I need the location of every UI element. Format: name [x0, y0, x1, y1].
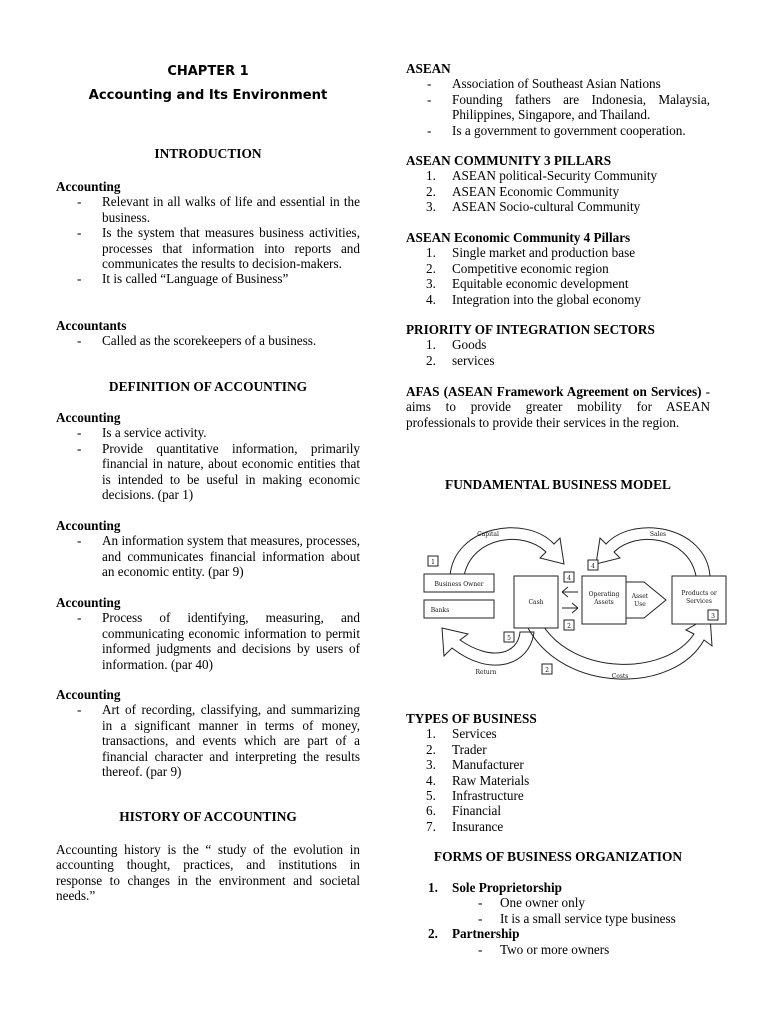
introduction-heading: INTRODUCTION [154, 146, 262, 161]
history-heading: HISTORY OF ACCOUNTING [119, 809, 297, 824]
forms-list [406, 880, 710, 957]
list-item: 6. Financial [426, 803, 502, 819]
list-item: 2. Competitive economic region [426, 260, 609, 276]
list-item: - Provide quantitative information, primarily financial in nature, about economic entities that is intended to be useful in making economic decisions. (par 1) [77, 440, 360, 503]
num-4b: 4 [567, 575, 571, 582]
list-item: 4. Raw Materials [426, 772, 530, 788]
list-item: - Is a government to government cooperation. [427, 122, 686, 138]
types-of-business-block [406, 711, 710, 834]
return-label: Return [475, 669, 497, 676]
block-label: PRIORITY OF INTEGRATION SECTORS [406, 322, 655, 337]
list-item: 2. Trader [426, 741, 487, 757]
form-partnership: 2. Partnership [428, 926, 520, 942]
afas-paragraph [406, 384, 710, 430]
list-item: 4. Integration into the global economy [426, 291, 641, 307]
chapter-title: Accounting and Its Environment [88, 88, 328, 103]
afas-description: - aims to provide greater mobility for ASEAN professionals to provide their services in the region. [406, 384, 710, 430]
left-arrow-icon [562, 587, 578, 597]
block-label: ASEAN [406, 61, 451, 76]
definition-heading: DEFINITION OF ACCOUNTING [108, 379, 308, 394]
block-label: Accounting [56, 518, 121, 533]
list-item: - An information system that measures, processes, and communicates financial information about an economic entity. (par 9) [77, 533, 360, 580]
assets-label: Assets [594, 599, 614, 606]
block-label: Accounting [56, 179, 121, 194]
list-item: - Called as the scorekeepers of a business. [77, 333, 317, 349]
use-label: Use [634, 601, 646, 608]
num-2a: 2 [567, 623, 571, 630]
aec-4-pillars-block [406, 230, 710, 307]
list-item: 3. Manufacturer [426, 757, 524, 773]
right-arrow-icon [562, 603, 578, 613]
list-item: 1. Single market and production base [426, 245, 636, 261]
list-item: - Is a service activity. [77, 425, 207, 441]
sales-label: Sales [649, 531, 667, 538]
list-item: - Two or more owners [478, 941, 610, 957]
costs-label: Costs [611, 673, 629, 680]
block-label: Accounting [56, 410, 121, 425]
block-label: ASEAN Economic Community 4 Pillars [406, 230, 631, 245]
asset-use-arrow [626, 582, 666, 618]
accountants-block [56, 318, 360, 349]
list-item: 1. ASEAN political-Security Community [426, 168, 658, 184]
chapter-number: CHAPTER 1 [167, 64, 249, 79]
banks-label: Banks [430, 607, 450, 614]
capital-arrow [450, 528, 564, 576]
list-item: 2. ASEAN Economic Community [426, 183, 620, 199]
list-item: - It is a small service type business [478, 910, 676, 926]
num-2b: 2 [545, 667, 549, 674]
definition-block-3 [56, 595, 360, 672]
asset-label: Asset [631, 593, 649, 600]
history-paragraph: Accounting history is the “ study of the evolution in accounting thought, practices, and institutions in response to changes in the environment and societal needs.” [56, 842, 360, 904]
forms-heading: FORMS OF BUSINESS ORGANIZATION [433, 849, 683, 864]
products-or-label: Products or [681, 590, 717, 597]
block-label: TYPES OF BUSINESS [406, 711, 537, 726]
business-model-diagram [414, 516, 734, 692]
list-item: 2. services [426, 352, 495, 368]
definition-block-1 [56, 410, 360, 502]
list-item: - It is called “Language of Business” [77, 271, 289, 287]
block-label: ASEAN COMMUNITY 3 PILLARS [406, 153, 612, 168]
priority-sectors-block [406, 322, 710, 368]
capital-label: Capital [477, 531, 499, 538]
operating-label: Operating [588, 591, 620, 598]
cash-label: Cash [528, 599, 544, 606]
list-item: 5. Infrastructure [426, 788, 524, 804]
list-item: - Founding fathers are Indonesia, Malaysia, Philippines, Singapore, and Thailand. [427, 91, 710, 123]
return-arrow [442, 628, 534, 665]
business-owner-label: Business Owner [434, 581, 484, 588]
list-item: 1. Goods [426, 337, 487, 353]
services-label: Services [686, 598, 712, 605]
num-5: 5 [507, 635, 511, 642]
form-sole-proprietorship: 1. Sole Proprietorship [428, 880, 563, 895]
list-item: - Relevant in all walks of life and essential in the business. [77, 194, 360, 225]
list-item: - Process of identifying, measuring, and communicating economic information to permit informed judgments and decisions by users of information. (par 40) [77, 610, 360, 672]
accounting-block-1 [56, 179, 360, 287]
block-label: Accountants [56, 318, 127, 333]
list-item: 1. Services [426, 726, 497, 742]
num-4a: 4 [591, 563, 595, 570]
list-item: - Association of Southeast Asian Nations [427, 76, 661, 92]
list-item: 7. Insurance [426, 818, 504, 834]
list-item: - Art of recording, classifying, and summarizing in a significant manner in terms of money, transactions, and events which are part of a financial character and interpreting the results thereof. (par 9) [77, 702, 360, 780]
asean-3-pillars-block [406, 153, 710, 215]
block-label: Accounting [56, 595, 121, 610]
afas-term: AFAS (ASEAN Framework Agreement on Services) [406, 384, 702, 399]
definition-block-4 [56, 687, 360, 779]
num-1: 1 [431, 559, 435, 566]
asean-block [406, 61, 710, 138]
list-item: - Is the system that measures business activities, processes that information into reports and communicates the results to decision-makers. [77, 225, 360, 272]
list-item: 3. Equitable economic development [426, 276, 629, 292]
definition-block-2 [56, 518, 360, 580]
block-label: Accounting [56, 687, 121, 702]
list-item: 3. ASEAN Socio-cultural Community [426, 199, 641, 215]
num-3: 3 [711, 613, 715, 620]
business-model-heading: FUNDAMENTAL BUSINESS MODEL [445, 477, 671, 492]
list-item: - One owner only [478, 895, 585, 911]
